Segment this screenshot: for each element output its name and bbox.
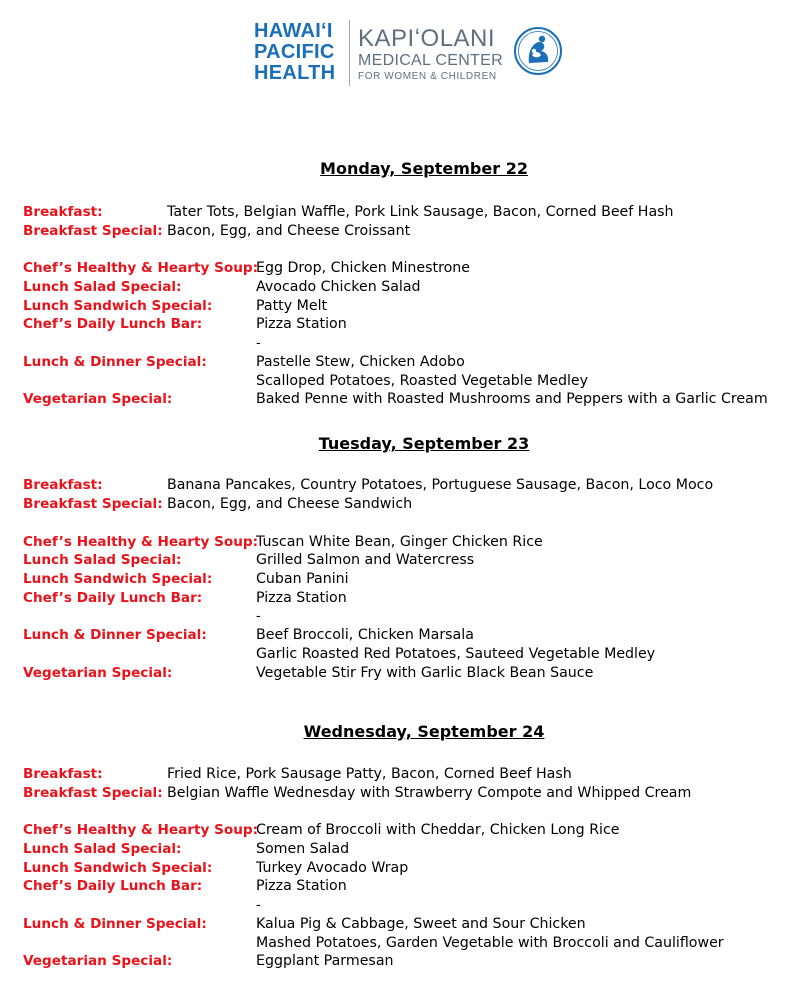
kapiolani-logo-text bbox=[358, 26, 503, 83]
row-label: Chef’s Healthy & Hearty Soup: bbox=[23, 260, 259, 276]
row-label: Lunch Salad Special: bbox=[23, 552, 182, 568]
row-label: Breakfast: bbox=[23, 204, 103, 220]
row-label: Vegetarian Special: bbox=[23, 391, 173, 407]
row-value: Banana Pancakes, Country Potatoes, Portuguese Sausage, Bacon, Loco Moco bbox=[167, 477, 714, 493]
row-value: Pizza Station bbox=[256, 878, 347, 894]
separator-dash: - bbox=[256, 609, 261, 624]
row-label: Chef’s Daily Lunch Bar: bbox=[23, 878, 203, 894]
separator-dash: - bbox=[256, 898, 261, 913]
brand-line-2: PACIFIC bbox=[254, 41, 335, 63]
row-value: Mashed Potatoes, Garden Vegetable with Broccoli and Cauliflower bbox=[256, 935, 724, 951]
row-label: Lunch & Dinner Special: bbox=[23, 916, 207, 932]
row-value: Scalloped Potatoes, Roasted Vegetable Medley bbox=[256, 373, 589, 389]
center-line-3: FOR WOMEN & CHILDREN bbox=[358, 71, 497, 82]
center-line-2: MEDICAL CENTER bbox=[358, 52, 503, 69]
row-value: Pastelle Stew, Chicken Adobo bbox=[256, 354, 465, 370]
row-label: Vegetarian Special: bbox=[23, 953, 173, 969]
row-label: Breakfast: bbox=[23, 766, 103, 782]
center-line-1: KAPIʻOLANI bbox=[358, 25, 496, 52]
logo-divider bbox=[349, 20, 350, 86]
row-value: Tater Tots, Belgian Waffle, Pork Link Sausage, Bacon, Corned Beef Hash bbox=[167, 204, 674, 220]
row-label: Lunch Sandwich Special: bbox=[23, 298, 213, 314]
row-value: Grilled Salmon and Watercress bbox=[256, 552, 475, 568]
row-value: Avocado Chicken Salad bbox=[256, 279, 421, 295]
row-value: Bacon, Egg, and Cheese Sandwich bbox=[167, 496, 413, 512]
row-value: Egg Drop, Chicken Minestrone bbox=[256, 260, 470, 276]
row-value: Fried Rice, Pork Sausage Patty, Bacon, Corned Beef Hash bbox=[167, 766, 572, 782]
row-label: Lunch Salad Special: bbox=[23, 841, 182, 857]
day-title-tuesday: Tuesday, September 23 bbox=[318, 434, 530, 453]
row-label: Lunch & Dinner Special: bbox=[23, 354, 207, 370]
row-label: Chef’s Daily Lunch Bar: bbox=[23, 316, 203, 332]
row-label: Breakfast: bbox=[23, 477, 103, 493]
row-value: Vegetable Stir Fry with Garlic Black Bean Sauce bbox=[256, 665, 594, 681]
row-value: Pizza Station bbox=[256, 590, 347, 606]
row-label: Vegetarian Special: bbox=[23, 665, 173, 681]
row-value: Cream of Broccoli with Cheddar, Chicken Long Rice bbox=[256, 822, 620, 838]
separator-dash: - bbox=[256, 336, 261, 351]
row-value: Tuscan White Bean, Ginger Chicken Rice bbox=[256, 534, 543, 550]
row-label: Chef’s Daily Lunch Bar: bbox=[23, 590, 203, 606]
brand-line-3: HEALTH bbox=[254, 62, 336, 84]
row-value: Patty Melt bbox=[256, 298, 328, 314]
hawaii-pacific-health-logo bbox=[254, 21, 335, 84]
brand-line-1: HAWAIʻI bbox=[254, 20, 333, 42]
row-value: Cuban Panini bbox=[256, 571, 349, 587]
row-label: Breakfast Special: bbox=[23, 496, 163, 512]
day-title-monday: Monday, September 22 bbox=[320, 159, 528, 178]
row-label: Lunch Salad Special: bbox=[23, 279, 182, 295]
row-value: Somen Salad bbox=[256, 841, 350, 857]
row-label: Chef’s Healthy & Hearty Soup: bbox=[23, 534, 259, 550]
row-label: Breakfast Special: bbox=[23, 785, 163, 801]
row-label: Lunch & Dinner Special: bbox=[23, 627, 207, 643]
header-logo bbox=[254, 18, 574, 90]
row-value: Baked Penne with Roasted Mushrooms and Peppers with a Garlic Cream bbox=[256, 391, 768, 407]
row-value: Pizza Station bbox=[256, 316, 347, 332]
day-title-wednesday: Wednesday, September 24 bbox=[303, 722, 545, 741]
row-value: Garlic Roasted Red Potatoes, Sauteed Vegetable Medley bbox=[256, 646, 656, 662]
row-label: Lunch Sandwich Special: bbox=[23, 571, 213, 587]
row-label: Lunch Sandwich Special: bbox=[23, 860, 213, 876]
row-value: Beef Broccoli, Chicken Marsala bbox=[256, 627, 474, 643]
row-label: Chef’s Healthy & Hearty Soup: bbox=[23, 822, 259, 838]
mother-child-seal-icon bbox=[512, 25, 564, 77]
row-value: Belgian Waffle Wednesday with Strawberry Compote and Whipped Cream bbox=[167, 785, 692, 801]
row-value: Bacon, Egg, and Cheese Croissant bbox=[167, 223, 411, 239]
row-value: Kalua Pig & Cabbage, Sweet and Sour Chicken bbox=[256, 916, 586, 932]
row-value: Turkey Avocado Wrap bbox=[256, 860, 409, 876]
row-label: Breakfast Special: bbox=[23, 223, 163, 239]
row-value: Eggplant Parmesan bbox=[256, 953, 394, 969]
